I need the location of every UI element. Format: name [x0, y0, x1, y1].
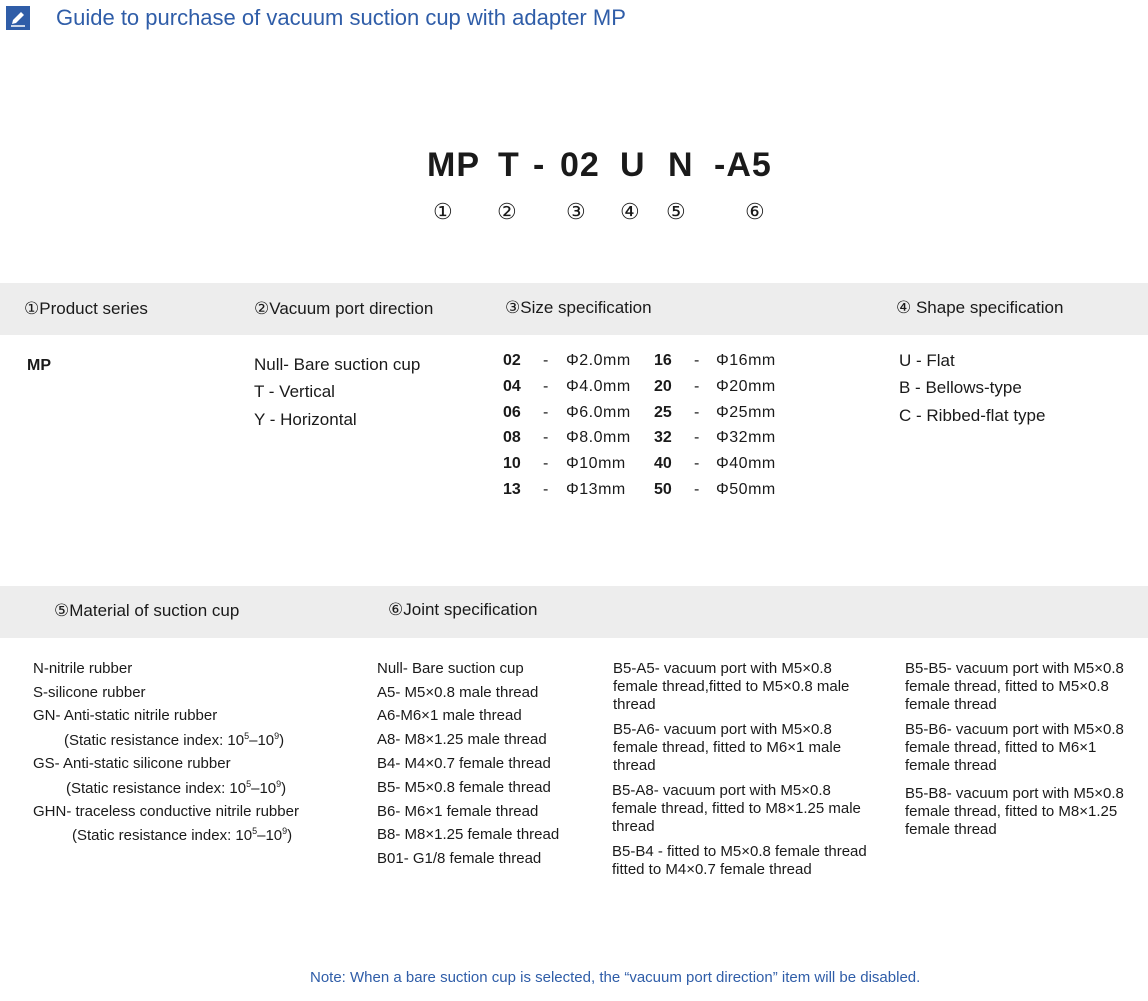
page-title: Guide to purchase of vacuum suction cup with adapter MP — [56, 5, 626, 30]
size-code: 02 — [503, 352, 521, 369]
shape-item: U - Flat — [899, 351, 955, 370]
joint-item: B8- M8×1.25 female thread — [377, 826, 560, 843]
code-part-dash: - — [533, 146, 546, 184]
code-part-size: 02 — [560, 146, 600, 184]
code-part-material: N — [668, 146, 694, 184]
vacuum-port-item: Null- Bare suction cup — [254, 355, 421, 374]
code-part-joint: -A5 — [714, 146, 772, 184]
header-vacuum-port: ②Vacuum port direction — [254, 299, 434, 318]
shape-item: C - Ribbed-flat type — [899, 406, 1046, 425]
joint-item: Null- Bare suction cup — [377, 660, 524, 677]
size-value: Φ10mm — [566, 455, 626, 472]
marker-1: ① — [433, 199, 453, 224]
header-size: ③Size specification — [505, 298, 652, 317]
joint-item: B5-A6- vacuum port with M5×0.8 female thread, fitted to M6×1 male thread — [613, 721, 842, 774]
size-dash: - — [694, 378, 700, 395]
product-series-value: MP — [27, 357, 51, 374]
size-dash: - — [543, 455, 549, 472]
header-shape: ④ Shape specification — [896, 298, 1064, 317]
header-joint: ⑥Joint specification — [388, 600, 538, 619]
header-material: ⑤Material of suction cup — [54, 601, 240, 620]
size-value: Φ13mm — [566, 481, 626, 498]
size-code: 20 — [654, 378, 672, 395]
size-dash: - — [694, 404, 700, 421]
size-code: 08 — [503, 429, 521, 446]
material-item: S-silicone rubber — [33, 684, 146, 701]
footer-note: Note: When a bare suction cup is selected, the “vacuum port direction” item will be disabled. — [310, 969, 921, 986]
material-item: N-nitrile rubber — [33, 660, 133, 677]
joint-item: B4- M4×0.7 female thread — [377, 755, 551, 772]
joint-item: B6- M6×1 female thread — [377, 803, 539, 820]
size-code: 04 — [503, 378, 521, 395]
size-dash: - — [694, 429, 700, 446]
size-code: 10 — [503, 455, 521, 472]
size-dash: - — [543, 378, 549, 395]
marker-2: ② — [497, 199, 517, 224]
size-code: 50 — [654, 481, 672, 498]
joint-item: B5-B6- vacuum port with M5×0.8 female thread, fitted to M6×1 female thread — [905, 721, 1124, 774]
joint-item: B5-A8- vacuum port with M5×0.8 female thread, fitted to M8×1.25 male thread — [612, 782, 861, 835]
marker-5: ⑤ — [666, 199, 686, 224]
size-value: Φ20mm — [716, 378, 776, 395]
size-code: 40 — [654, 455, 672, 472]
size-code: 06 — [503, 404, 521, 421]
size-code: 16 — [654, 352, 672, 369]
joint-item: A6-M6×1 male thread — [377, 707, 522, 724]
size-value: Φ25mm — [716, 404, 776, 421]
header-product-series: ①Product series — [24, 299, 148, 318]
material-item: GN- Anti-static nitrile rubber — [33, 707, 218, 724]
size-dash: - — [694, 352, 700, 369]
joint-item: B5-B4 - fitted to M5×0.8 female thread fitted to M4×0.7 female thread — [612, 843, 867, 878]
shape-item: B - Bellows-type — [899, 378, 1022, 397]
joint-item: B5-B5- vacuum port with M5×0.8 female thread, fitted to M5×0.8 female thread — [905, 660, 1124, 713]
size-dash: - — [694, 481, 700, 498]
size-dash: - — [543, 481, 549, 498]
size-code: 13 — [503, 481, 521, 498]
joint-item: B5-B8- vacuum port with M5×0.8 female thread, fitted to M8×1.25 female thread — [905, 785, 1124, 838]
vacuum-port-item: Y - Horizontal — [254, 410, 357, 429]
material-item: GHN- traceless conductive nitrile rubber — [33, 803, 299, 820]
marker-3: ③ — [566, 199, 586, 224]
size-dash: - — [543, 429, 549, 446]
resistance-index: (Static resistance index: $10^5-10^9$) — [66, 779, 287, 797]
size-value: Φ32mm — [716, 429, 776, 446]
joint-item: A8- M8×1.25 male thread — [377, 731, 547, 748]
size-value: Φ8.0mm — [566, 429, 631, 446]
size-value: Φ4.0mm — [566, 378, 631, 395]
code-part-port: T — [498, 146, 520, 184]
size-value: Φ6.0mm — [566, 404, 631, 421]
resistance-index: (Static resistance index: $10^5-10^9$) — [72, 826, 293, 844]
joint-item: A5- M5×0.8 male thread — [377, 684, 539, 701]
joint-item: B5-A5- vacuum port with M5×0.8 female thread,fitted to M5×0.8 male thread — [613, 660, 850, 713]
size-code: 25 — [654, 404, 672, 421]
size-dash: - — [543, 404, 549, 421]
size-value: Φ40mm — [716, 455, 776, 472]
size-value: Φ16mm — [716, 352, 776, 369]
code-part-shape: U — [620, 146, 646, 184]
size-code: 32 — [654, 429, 672, 446]
resistance-index: (Static resistance index: $10^5-10^9$) — [64, 731, 285, 749]
joint-item: B5- M5×0.8 female thread — [377, 779, 551, 796]
joint-item: B01- G1/8 female thread — [377, 850, 542, 867]
code-part-series: MP — [427, 146, 480, 184]
vacuum-port-item: T - Vertical — [254, 382, 335, 401]
marker-4: ④ — [620, 199, 640, 224]
material-item: GS- Anti-static silicone rubber — [33, 755, 231, 772]
edit-pencil-icon — [6, 6, 30, 30]
size-dash: - — [694, 455, 700, 472]
size-value: Φ2.0mm — [566, 352, 631, 369]
size-dash: - — [543, 352, 549, 369]
size-value: Φ50mm — [716, 481, 776, 498]
marker-6: ⑥ — [745, 199, 765, 224]
